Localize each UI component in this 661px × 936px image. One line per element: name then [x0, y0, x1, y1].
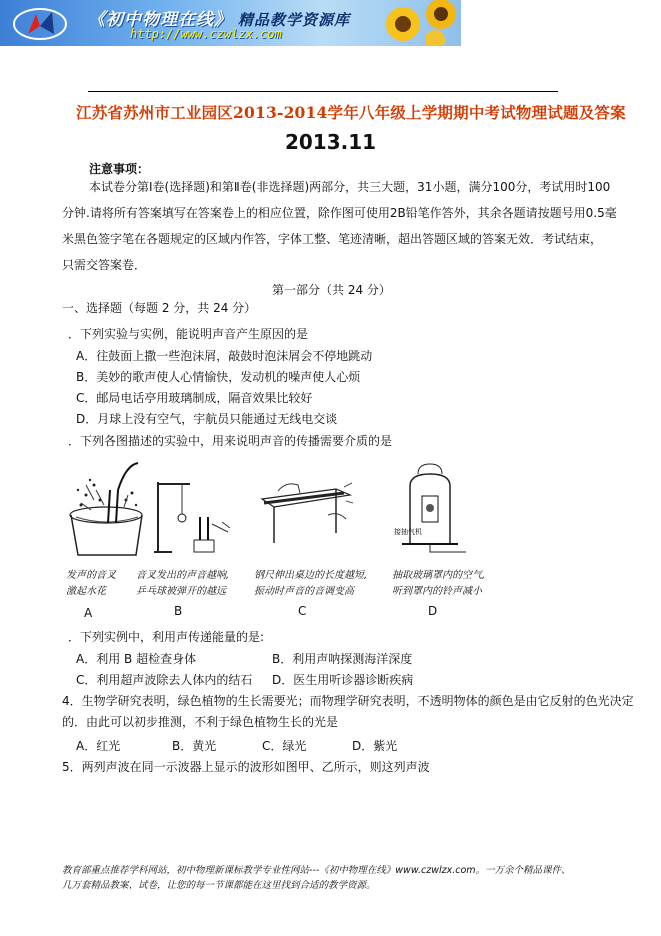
figure-d-caption-1: 抽取玻璃罩内的空气, [392, 570, 486, 581]
figure-b-caption-2: 乒乓球被弹开的越远 [136, 586, 226, 597]
notice-line-1: 本试卷分第Ⅰ卷(选择题)和第Ⅱ卷(非选择题)两部分，共三大题，31小题，满分100分，考试用时100 [89, 180, 611, 194]
q5-stem: 5．两列声波在同一示波器上显示的波形如图甲、乙所示，则这列声波 [62, 760, 430, 774]
figure-a-tuning-fork-water [66, 455, 146, 560]
q4-option-d: D．紫光 [352, 739, 398, 753]
q3-option-a: A．利用 B 超检查身体 [76, 652, 197, 666]
q3-option-c: C．利用超声波除去人体内的结石 [76, 673, 253, 687]
q1-option-a: A．往鼓面上撒一些泡沫屑，敲鼓时泡沫屑会不停地跳动 [76, 349, 373, 363]
footer-line-2: 几万套精品教案、试卷，让您的每一节课都能在这里找到合适的教学资源。 [62, 880, 376, 891]
notice-line-3: 米黑色签字笔在各题规定的区域内作答，字体工整、笔迹清晰，超出答题区域的答案无效．考试结束， [62, 232, 603, 246]
figure-a-caption-2: 激起水花 [66, 586, 106, 597]
figure-b-fork-pingpong [152, 462, 232, 557]
q4-option-a: A．红光 [76, 739, 121, 753]
q4-option-b: B．黄光 [172, 739, 217, 753]
figure-b-letter: B [174, 604, 183, 618]
header-banner [0, 0, 461, 46]
notice-heading: 注意事项： [89, 162, 150, 176]
figure-c-letter: C [298, 604, 307, 618]
q1-option-d: D．月球上没有空气，宇航员只能通过无线电交谈 [76, 412, 338, 426]
sunflower-icon [375, 0, 461, 46]
footer-line-1: 教育部重点推荐学科网站，初中物理新课标教学专业性网站---《初中物理在线》www.czwlzx.com。一万余个精品课件、 [62, 865, 571, 876]
figure-c-caption-2: 振动时声音的音调变高 [254, 586, 354, 597]
banner-url[interactable]: http://www.czwlzx.com [130, 27, 282, 41]
figure-b-caption-1: 音叉发出的声音越响, [136, 570, 230, 581]
document-title: 江苏省苏州市工业园区2013-2014学年八年级上学期期中考试物理试题及答案 [76, 103, 626, 122]
q1-option-c: C．邮局电话亭用玻璃制成，隔音效果比较好 [76, 391, 313, 405]
figure-d-bell-jar [388, 456, 478, 556]
q4-stem-line-2: 的．由此可以初步推测，不利于绿色植物生长的光是 [62, 715, 339, 729]
pump-label: 接抽气机 [394, 529, 422, 536]
q4-stem-line-1: 4．生物学研究表明，绿色植物的生长需要光；而物理学研究表明，不透明物体的颜色是由它反射的色光决定 [62, 694, 634, 708]
figure-d-caption-2: 听到罩内的铃声减小 [392, 586, 482, 597]
q4-option-c: C．绿光 [262, 739, 307, 753]
q1-stem: ．下列实验与实例，能说明声音产生原因的是 [68, 327, 309, 341]
figure-a-caption-1: 发声的音叉 [66, 570, 116, 581]
q3-option-b: B．利用声呐探测海洋深度 [272, 652, 413, 666]
figure-d-letter: D [428, 604, 438, 618]
section-heading: 一、选择题（每题 2 分，共 24 分） [62, 301, 257, 315]
header-rule [88, 91, 558, 92]
site-logo-icon [10, 4, 70, 44]
q3-stem: ．下列实例中，利用声传递能量的是: [68, 630, 265, 644]
q1-option-b: B．美妙的歌声使人心情愉快，发动机的噪声使人心烦 [76, 370, 361, 384]
figure-c-ruler-table [258, 463, 354, 553]
part1-heading: 第一部分（共 24 分） [272, 283, 391, 297]
q2-stem: ．下列各图描述的实验中，用来说明声音的传播需要介质的是 [68, 434, 393, 448]
figure-c-caption-1: 钢尺伸出桌边的长度越短, [254, 570, 368, 581]
banner-title: 《初中物理在线》 精品教学资源库 [88, 10, 351, 30]
q3-option-d: D．医生用听诊器诊断疾病 [272, 673, 414, 687]
document-date: 2013.11 [284, 130, 377, 154]
notice-line-2: 分钟.请将所有答案填写在答案卷上的相应位置，除作图可使用2B铅笔作答外，其余各题请按题号用0.5毫 [62, 206, 617, 220]
notice-line-4: 只需交答案卷． [62, 258, 147, 272]
figure-a-letter: A [84, 606, 93, 620]
